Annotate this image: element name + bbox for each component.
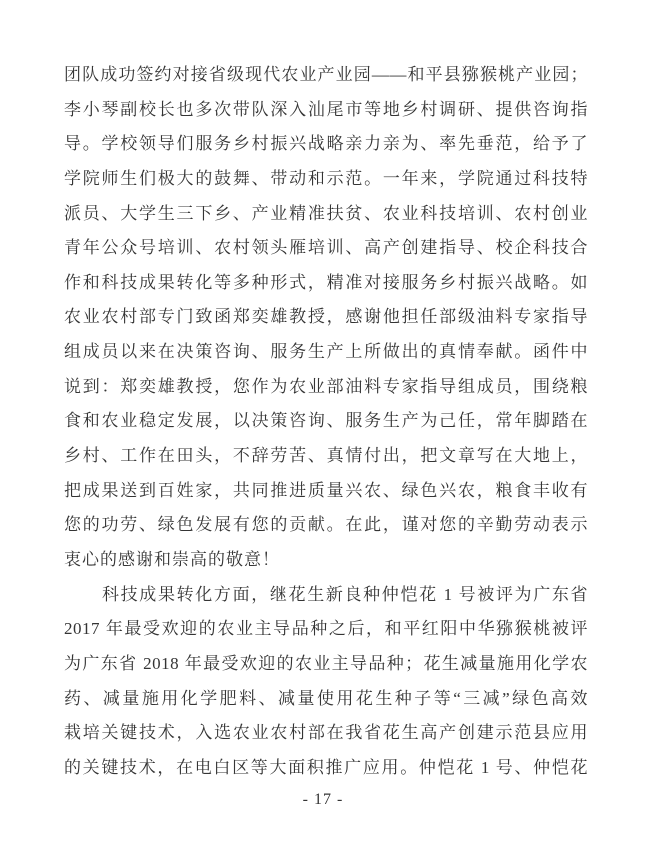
page-number: - 17 - <box>302 791 344 808</box>
text-line: 农业农村部专门致函郑奕雄教授，感谢他担任部级油料专家指导 <box>64 307 588 327</box>
page-body <box>64 58 588 785</box>
text-line: 派员、大学生三下乡、产业精准扶贫、农业科技培训、农村创业 <box>64 203 588 223</box>
text-line-paragraph-start: 科技成果转化方面，继花生新良种仲恺花 1 号被评为广东省 <box>102 584 588 604</box>
text-line: 为广东省 2018 年最受欢迎的农业主导品种；花生减量施用化学农 <box>64 653 588 673</box>
text-line: 作和科技成果转化等多种形式，精准对接服务乡村振兴战略。如 <box>64 272 588 292</box>
text-line: 栽培关键技术，入选农业农村部在我省花生高产创建示范县应用 <box>64 723 588 743</box>
text-line: 食和农业稳定发展，以决策咨询、服务生产为己任，常年脚踏在 <box>64 411 588 431</box>
text-line: 把成果送到百姓家，共同推进质量兴农、绿色兴农，粮食丰收有 <box>64 480 588 500</box>
text-line: 青年公众号培训、农村领头雁培训、高产创建指导、校企科技合 <box>64 238 588 258</box>
text-line: 药、减量施用化学肥料、减量使用花生种子等“三减”绿色高效 <box>64 688 588 708</box>
text-line: 学院师生们极大的鼓舞、带动和示范。一年来，学院通过科技特 <box>64 168 588 188</box>
text-line: 乡村、工作在田头，不辞劳苦、真情付出，把文章写在大地上， <box>64 446 588 466</box>
text-line: 组成员以来在决策咨询、服务生产上所做出的真情奉献。函件中 <box>64 342 588 362</box>
text-line: 2017 年最受欢迎的农业主导品种之后，和平红阳中华猕猴桃被评 <box>64 619 588 639</box>
text-line: 的关键技术，在电白区等大面积推广应用。仲恺花 1 号、仲恺花 <box>64 757 588 777</box>
text-line: 导。学校领导们服务乡村振兴战略亲力亲为、率先垂范，给予了 <box>64 134 588 154</box>
text-line-paragraph-end: 衷心的感谢和崇高的敬意！ <box>64 549 280 569</box>
text-line: 您的功劳、绿色发展有您的贡献。在此，谨对您的辛勤劳动表示 <box>64 515 588 535</box>
text-line: 李小琴副校长也多次带队深入汕尾市等地乡村调研、提供咨询指 <box>64 99 588 119</box>
text-line: 说到：郑奕雄教授，您作为农业部油料专家指导组成员，围绕粮 <box>64 376 588 396</box>
text-line: 团队成功签约对接省级现代农业产业园——和平县猕猴桃产业园； <box>64 65 588 84</box>
